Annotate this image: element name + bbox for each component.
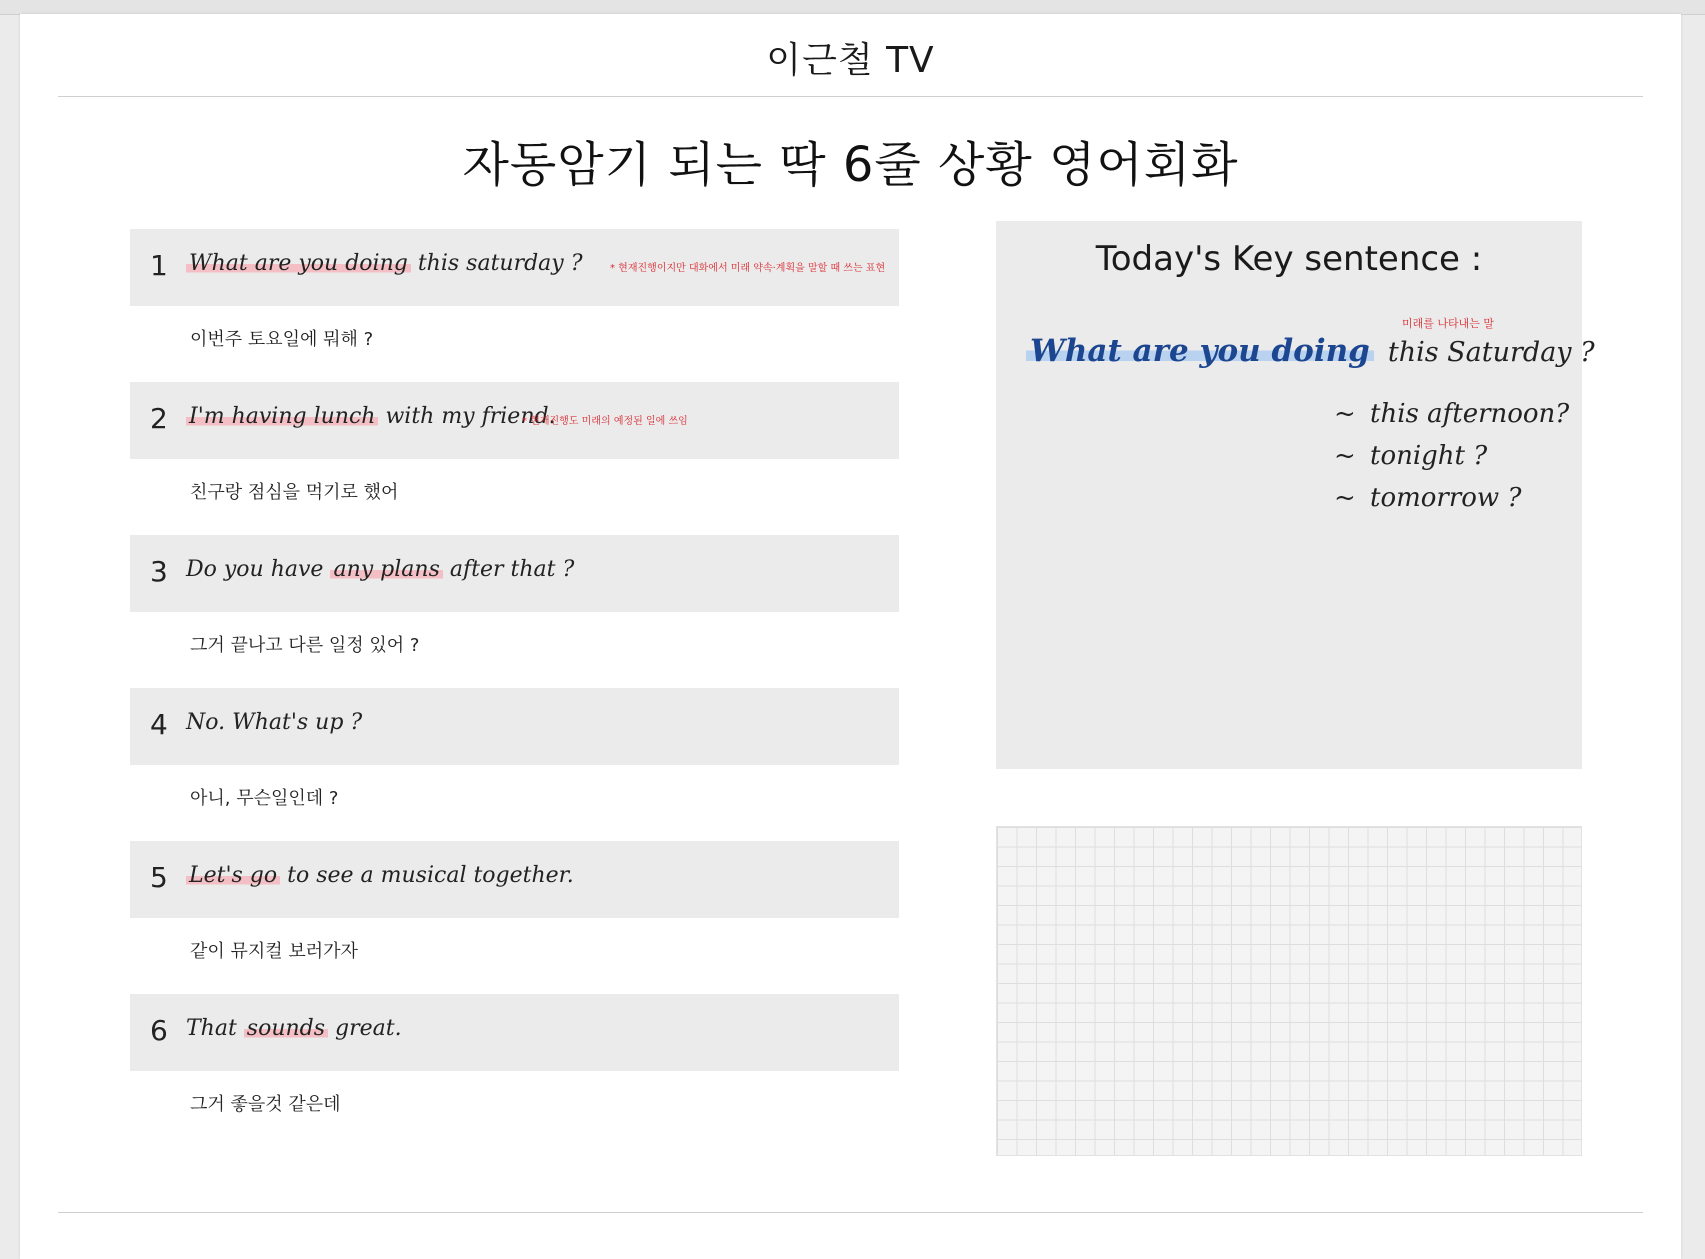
sentence-number: 2 bbox=[150, 402, 168, 435]
sentence-number: 1 bbox=[150, 249, 168, 282]
sentence-entry-3 bbox=[130, 535, 899, 688]
sentence-number: 6 bbox=[150, 1014, 168, 1047]
korean-translation: 그거 끝나고 다른 일정 있어 ? bbox=[190, 635, 420, 656]
document-page bbox=[20, 14, 1681, 1259]
highlighted-phrase: I'm having lunch bbox=[186, 404, 378, 429]
variant-item bbox=[1334, 477, 1569, 519]
key-sentence-rest: this Saturday ? bbox=[1387, 337, 1595, 368]
korean-translation: 같이 뮤지컬 보러가자 bbox=[190, 941, 358, 962]
english-sentence-bar bbox=[130, 841, 899, 918]
sentence-number: 4 bbox=[150, 708, 168, 741]
variant-item bbox=[1334, 393, 1569, 435]
english-sentence-bar bbox=[130, 688, 899, 765]
grammar-note: * 현재진행도 미래의 예정된 일에 쓰임 bbox=[522, 416, 688, 427]
sentence-entry-4 bbox=[130, 688, 899, 841]
key-sentence bbox=[1026, 333, 1595, 369]
highlighted-phrase: any plans bbox=[330, 557, 442, 582]
browser-frame-top bbox=[0, 0, 1705, 15]
grid-notes-panel bbox=[996, 826, 1582, 1156]
korean-translation: 아니, 무슨일인데 ? bbox=[190, 788, 339, 809]
variant-text: tomorrow ? bbox=[1370, 483, 1522, 513]
grammar-note: * 현재진행이지만 대화에서 미래 약속·계획을 말할 때 쓰는 표현 bbox=[610, 263, 886, 274]
sentence-entry-1 bbox=[130, 229, 899, 382]
key-sentence-highlight: What are you doing bbox=[1026, 333, 1374, 369]
english-sentence: Let's go to see a musical together. bbox=[186, 863, 574, 888]
english-sentence: I'm having lunch with my friend. bbox=[186, 404, 556, 429]
highlighted-phrase: What are you doing bbox=[186, 251, 411, 276]
english-sentence: That sounds great. bbox=[186, 1016, 402, 1041]
tilde-mark: ~ bbox=[1334, 441, 1356, 471]
sentence-list bbox=[130, 229, 899, 1147]
tilde-mark: ~ bbox=[1334, 399, 1356, 429]
english-sentence: What are you doing this saturday ? bbox=[186, 251, 583, 276]
channel-name: 이근철 TV bbox=[766, 40, 935, 81]
english-sentence-bar bbox=[130, 229, 899, 306]
sentence-entry-5 bbox=[130, 841, 899, 994]
sentence-entry-6 bbox=[130, 994, 899, 1147]
korean-translation: 친구랑 점심을 먹기로 했어 bbox=[190, 482, 399, 503]
divider-top bbox=[58, 96, 1643, 97]
korean-translation: 그거 좋을것 같은데 bbox=[190, 1094, 341, 1115]
highlighted-phrase: Let's go bbox=[186, 863, 280, 888]
english-sentence-bar bbox=[130, 535, 899, 612]
highlighted-phrase: sounds bbox=[244, 1016, 328, 1041]
key-sentence-note: 미래를 나타내는 말 bbox=[1402, 317, 1495, 330]
english-sentence: Do you have any plans after that ? bbox=[186, 557, 575, 582]
sentence-entry-2 bbox=[130, 382, 899, 535]
english-sentence-bar bbox=[130, 994, 899, 1071]
variant-item bbox=[1334, 435, 1569, 477]
english-sentence: No. What's up ? bbox=[186, 710, 363, 735]
variant-text: this afternoon? bbox=[1370, 399, 1570, 429]
variant-text: tonight ? bbox=[1370, 441, 1488, 471]
sentence-number: 5 bbox=[150, 861, 168, 894]
key-sentence-title: Today's Key sentence : bbox=[1095, 239, 1483, 279]
korean-translation: 이번주 토요일에 뭐해 ? bbox=[190, 329, 374, 350]
english-sentence-bar bbox=[130, 382, 899, 459]
divider-bottom bbox=[58, 1212, 1643, 1213]
key-sentence-variants bbox=[1334, 393, 1569, 519]
tilde-mark: ~ bbox=[1334, 483, 1356, 513]
sentence-number: 3 bbox=[150, 555, 168, 588]
page-title: 자동암기 되는 딱 6줄 상황 영어회화 bbox=[462, 137, 1239, 193]
key-sentence-panel bbox=[996, 221, 1595, 769]
